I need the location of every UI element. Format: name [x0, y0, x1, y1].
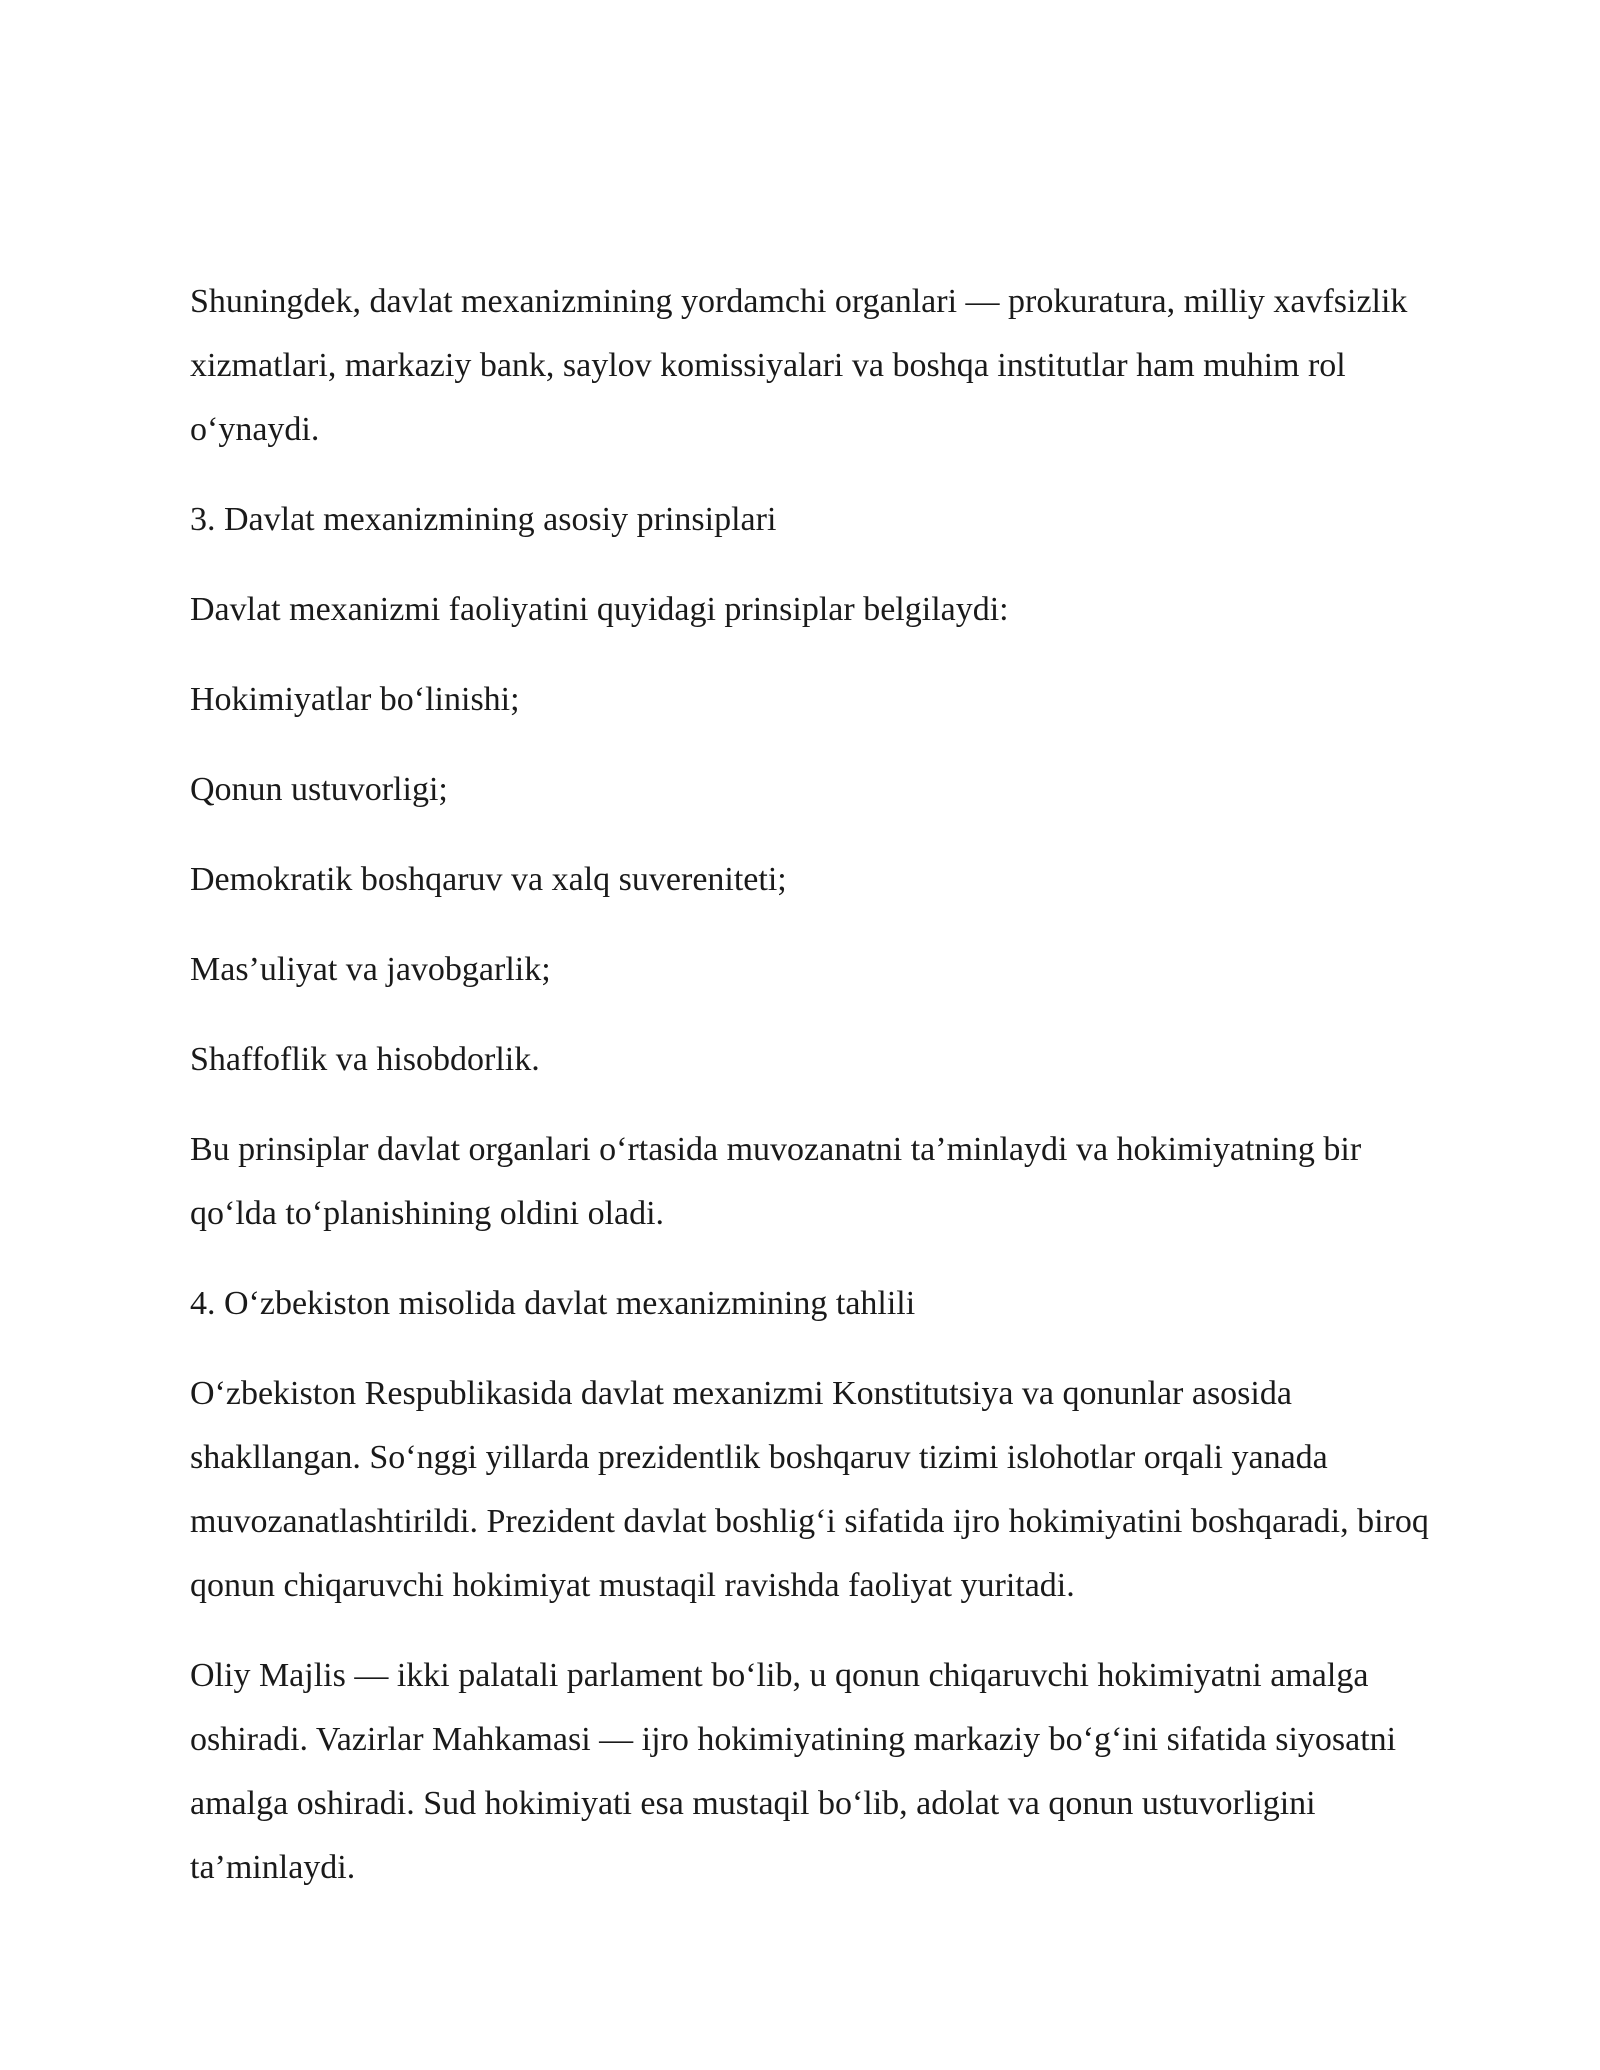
document-body [190, 270, 1430, 1926]
list-item-responsibility: Mas’uliyat va javobgarlik; [190, 951, 551, 988]
paragraph-auxiliary-organs: Shuningdek, davlat mexanizmining yordamchi organlari — prokuratura, milliy xavfsizlik xizmatlari, markaziy bank, saylov komissiyalari va boshqa institutlar ham muhim rol o‘ynaydi. [190, 283, 1408, 448]
list-item-democratic-governance: Demokratik boshqaruv va xalq suvereniteti; [190, 861, 787, 898]
list-item-transparency: Shaffoflik va hisobdorlik. [190, 1041, 540, 1078]
paragraph-uzbekistan-mechanism: O‘zbekiston Respublikasida davlat mexanizmi Konstitutsiya va qonunlar asosida shakllangan. So‘nggi yillarda prezidentlik boshqaruv tizimi islohotlar orqali yanada muvozanatlashtirildi. Prezident davlat boshlig‘i sifatida ijro hokimiyatini boshqaradi, biroq qonun chiqaruvchi hokimiyat mustaqil ravishda faoliyat yuritadi. [190, 1375, 1429, 1604]
list-item-separation-of-powers: Hokimiyatlar bo‘linishi; [190, 681, 520, 718]
section-heading-principles: 3. Davlat mexanizmining asosiy prinsiplari [190, 501, 777, 538]
list-item-rule-of-law: Qonun ustuvorligi; [190, 771, 448, 808]
paragraph-principles-balance: Bu prinsiplar davlat organlari o‘rtasida muvozanatni ta’minlaydi va hokimiyatning bir qo‘lda to‘planishining oldini oladi. [190, 1131, 1362, 1232]
section-heading-uzbekistan-analysis: 4. O‘zbekiston misolida davlat mexanizmining tahlili [190, 1285, 916, 1322]
paragraph-oliy-majlis: Oliy Majlis — ikki palatali parlament bo‘lib, u qonun chiqaruvchi hokimiyatni amalga oshiradi. Vazirlar Mahkamasi — ijro hokimiyatining markaziy bo‘g‘ini sifatida siyosatni amalga oshiradi. Sud hokimiyati esa mustaqil bo‘lib, adolat va qonun ustuvorligini ta’minlaydi. [190, 1657, 1397, 1886]
paragraph-principles-intro: Davlat mexanizmi faoliyatini quyidagi prinsiplar belgilaydi: [190, 591, 1009, 628]
